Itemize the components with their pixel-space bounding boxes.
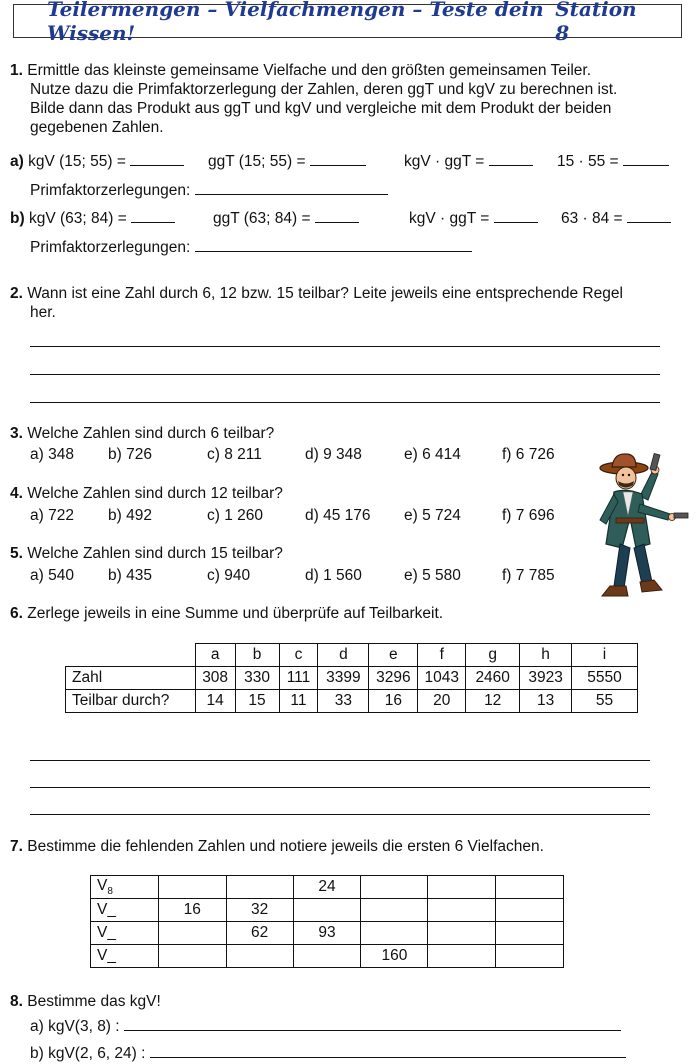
task1b-nums	[561, 208, 671, 228]
task1a-ggt-text: ggT (15; 55) =	[208, 153, 306, 170]
table-row	[66, 690, 638, 713]
table-cell: 20	[418, 690, 466, 713]
task6-table	[65, 643, 638, 713]
task5-option[interactable]: c) 940	[207, 567, 251, 584]
task2-text-1: Wann ist eine Zahl durch 6, 12 bzw. 15 teilbar? Leite jeweils eine entsprechende Regel	[27, 285, 623, 302]
task8b	[30, 1043, 626, 1063]
table-corner	[66, 644, 196, 667]
task4-option[interactable]: b) 492	[108, 507, 152, 524]
table-header-cell: c	[279, 644, 318, 667]
task4-text: Welche Zahlen sind durch 12 teilbar?	[27, 485, 283, 502]
table-row-label: V_	[91, 899, 159, 922]
table-cell: 16	[369, 690, 418, 713]
table-cell: 330	[235, 667, 279, 690]
table-cell: 1043	[418, 667, 466, 690]
task1a-kgv	[10, 151, 184, 171]
task4-option[interactable]: c) 1 260	[207, 507, 264, 524]
task1b-kgv	[10, 208, 175, 228]
table-cell[interactable]	[428, 922, 496, 945]
task1-line1	[10, 62, 591, 80]
task5-number: 5.	[10, 545, 23, 562]
task1b-prod-blank[interactable]	[494, 208, 538, 223]
task1b-prim	[30, 237, 472, 257]
task1b-label: b)	[10, 210, 25, 227]
table-row-label: Zahl	[66, 667, 196, 690]
task7-number: 7.	[10, 838, 23, 855]
table-cell[interactable]	[428, 876, 496, 899]
table-cell[interactable]	[496, 922, 564, 945]
table-header-cell: h	[520, 644, 572, 667]
task1-text-3: Bilde dann das Produkt aus ggT und kgV und vergleiche mit dem Produkt der beiden	[30, 100, 612, 117]
task8a-blank[interactable]	[124, 1016, 621, 1031]
task1a-prod-blank[interactable]	[489, 151, 533, 166]
task1b-prod-text: kgV · ggT =	[409, 210, 490, 227]
task6-question	[10, 605, 443, 623]
task7-question	[10, 838, 544, 856]
table-cell: 308	[195, 667, 235, 690]
task1a-prod-text: kgV · ggT =	[404, 153, 485, 170]
table-cell: 13	[520, 690, 572, 713]
task5-option[interactable]: b) 435	[108, 567, 152, 584]
table-row	[66, 667, 638, 690]
table-cell[interactable]	[226, 876, 293, 899]
table-cell[interactable]	[293, 945, 361, 968]
table-cell[interactable]	[158, 922, 226, 945]
table-header-cell: b	[235, 644, 279, 667]
table-cell[interactable]	[293, 899, 361, 922]
task1b-kgv-blank[interactable]	[131, 208, 175, 223]
task8a	[30, 1016, 621, 1036]
task8-number: 8.	[10, 993, 23, 1010]
task1a-ggt	[208, 151, 366, 171]
task4-number: 4.	[10, 485, 23, 502]
task8-question	[10, 993, 161, 1011]
task3-option[interactable]: a) 348	[30, 446, 74, 463]
table-row-label: Teilbar durch?	[66, 690, 196, 713]
table-cell[interactable]	[496, 876, 564, 899]
task1a-kgv-text: kgV (15; 55) =	[28, 153, 126, 170]
task1a-nums-blank[interactable]	[623, 151, 669, 166]
table-row-label	[91, 876, 159, 899]
table-row-label: V_	[91, 945, 159, 968]
table-cell[interactable]	[361, 899, 428, 922]
task6-text: Zerlege jeweils in eine Summe und überprüfe auf Teilbarkeit.	[27, 605, 444, 622]
table-cell: 15	[235, 690, 279, 713]
table-cell[interactable]	[496, 945, 564, 968]
task1b-prim-text: Primfaktorzerlegungen:	[30, 239, 191, 256]
table-cell[interactable]	[158, 945, 226, 968]
table-header-cell: i	[572, 644, 638, 667]
task1b-ggt-text: ggT (63; 84) =	[213, 210, 311, 227]
worksheet-header	[13, 0, 682, 45]
v-label: V	[97, 876, 108, 894]
task1a-prim-text: Primfaktorzerlegungen:	[30, 182, 191, 199]
task6-answer-line[interactable]	[30, 814, 650, 815]
table-cell[interactable]: 32	[226, 899, 293, 922]
table-header-cell: d	[318, 644, 369, 667]
v-subscript: 8	[107, 886, 113, 898]
task3-question	[10, 425, 274, 443]
table-row-label: V_	[91, 922, 159, 945]
table-row	[91, 899, 564, 922]
task4-question	[10, 485, 283, 503]
task3-number: 3.	[10, 425, 23, 442]
table-cell[interactable]	[361, 922, 428, 945]
task1a-prim	[30, 180, 388, 200]
table-cell[interactable]	[361, 876, 428, 899]
table-cell[interactable]: 160	[361, 945, 428, 968]
task1b-ggt	[213, 208, 359, 228]
task1-text-1: Ermittle das kleinste gemeinsame Vielfache und den größten gemeinsamen Teiler.	[27, 62, 592, 79]
task5-text: Welche Zahlen sind durch 15 teilbar?	[27, 545, 283, 562]
task6-number: 6.	[10, 605, 23, 622]
task1b-prod	[409, 208, 538, 228]
table-header-cell: a	[195, 644, 235, 667]
task5-options	[30, 567, 555, 585]
task1a-nums-text: 15 · 55 =	[557, 153, 619, 170]
table-cell: 55	[572, 690, 638, 713]
task4-option[interactable]: f) 7 696	[502, 507, 555, 524]
task1b-nums-blank[interactable]	[627, 208, 671, 223]
table-cell[interactable]	[428, 899, 496, 922]
table-cell: 14	[195, 690, 235, 713]
task2-text-2: her.	[30, 304, 56, 321]
task7-text: Bestimme die fehlenden Zahlen und notiere jeweils die ersten 6 Vielfachen.	[27, 838, 544, 855]
task6-answer-line[interactable]	[30, 760, 650, 761]
task1a-nums	[557, 151, 669, 171]
task1-text-2: Nutze dazu die Primfaktorzerlegung der Zahlen, deren ggT und kgV zu berechnen ist.	[30, 81, 618, 98]
table-cell[interactable]: 93	[293, 922, 361, 945]
task4-option[interactable]: d) 45 176	[305, 507, 371, 524]
table-cell: 12	[466, 690, 520, 713]
table-cell[interactable]	[428, 945, 496, 968]
table-cell[interactable]: 62	[226, 922, 293, 945]
task4-option[interactable]: a) 722	[30, 507, 74, 524]
task8-text: Bestimme das kgV!	[27, 993, 161, 1010]
task3-option[interactable]: c) 8 211	[207, 446, 262, 463]
table-cell[interactable]: 24	[293, 876, 361, 899]
table-row	[66, 644, 638, 667]
task1-text-4: gegebenen Zahlen.	[30, 119, 164, 136]
table-cell: 5550	[572, 667, 638, 690]
table-row	[91, 945, 564, 968]
station-label: Station 8	[555, 0, 637, 45]
task8a-text: a) kgV(3, 8) :	[30, 1018, 120, 1035]
table-cell: 3296	[369, 667, 418, 690]
table-header-cell: f	[418, 644, 466, 667]
task1a-ggt-blank[interactable]	[310, 151, 366, 166]
task1-number: 1.	[10, 62, 23, 79]
table-cell: 33	[318, 690, 369, 713]
cowboy-illustration	[590, 448, 690, 603]
task5-option[interactable]: e) 5 580	[404, 567, 461, 584]
table-header-cell: e	[369, 644, 418, 667]
table-header-cell: g	[466, 644, 520, 667]
task1b-prim-blank[interactable]	[195, 237, 472, 252]
task2-number: 2.	[10, 285, 23, 302]
task1b-ggt-blank[interactable]	[315, 208, 359, 223]
task3-option[interactable]: f) 6 726	[502, 446, 555, 463]
task3-text: Welche Zahlen sind durch 6 teilbar?	[27, 425, 275, 442]
table-cell[interactable]	[226, 945, 293, 968]
task2-answer-line[interactable]	[30, 402, 660, 403]
task1a-label: a)	[10, 153, 24, 170]
task1a-prim-blank[interactable]	[195, 180, 388, 195]
task3-options	[30, 446, 555, 464]
table-cell: 111	[279, 667, 318, 690]
table-cell: 2460	[466, 667, 520, 690]
task4-option[interactable]: e) 5 724	[404, 507, 461, 524]
task1b-nums-text: 63 · 84 =	[561, 210, 623, 227]
table-cell: 3399	[318, 667, 369, 690]
table-row	[91, 876, 564, 899]
task2-line1	[10, 285, 623, 303]
task5-option[interactable]: a) 540	[30, 567, 74, 584]
table-row	[91, 922, 564, 945]
task3-option[interactable]: e) 6 414	[404, 446, 461, 463]
table-cell: 11	[279, 690, 318, 713]
task3-option[interactable]: b) 726	[108, 446, 152, 463]
task5-option[interactable]: f) 7 785	[502, 567, 555, 584]
task7-table	[90, 875, 564, 968]
task6-answer-line[interactable]	[30, 787, 650, 788]
table-cell[interactable]	[158, 876, 226, 899]
table-cell[interactable]: 16	[158, 899, 226, 922]
table-cell: 3923	[520, 667, 572, 690]
task8b-blank[interactable]	[150, 1043, 626, 1058]
task4-options	[30, 507, 555, 525]
task3-option[interactable]: d) 9 348	[305, 446, 362, 463]
task2-answer-line[interactable]	[30, 374, 660, 375]
task8b-text: b) kgV(2, 6, 24) :	[30, 1045, 146, 1062]
worksheet-title: Teilermengen – Vielfachmengen – Teste dein Wissen!	[47, 0, 544, 45]
task5-question	[10, 545, 283, 563]
table-cell[interactable]	[496, 899, 564, 922]
task1a-prod	[404, 151, 533, 171]
task1a-kgv-blank[interactable]	[130, 151, 184, 166]
task2-answer-line[interactable]	[30, 346, 660, 347]
task5-option[interactable]: d) 1 560	[305, 567, 362, 584]
task1b-kgv-text: kgV (63; 84) =	[28, 210, 127, 227]
